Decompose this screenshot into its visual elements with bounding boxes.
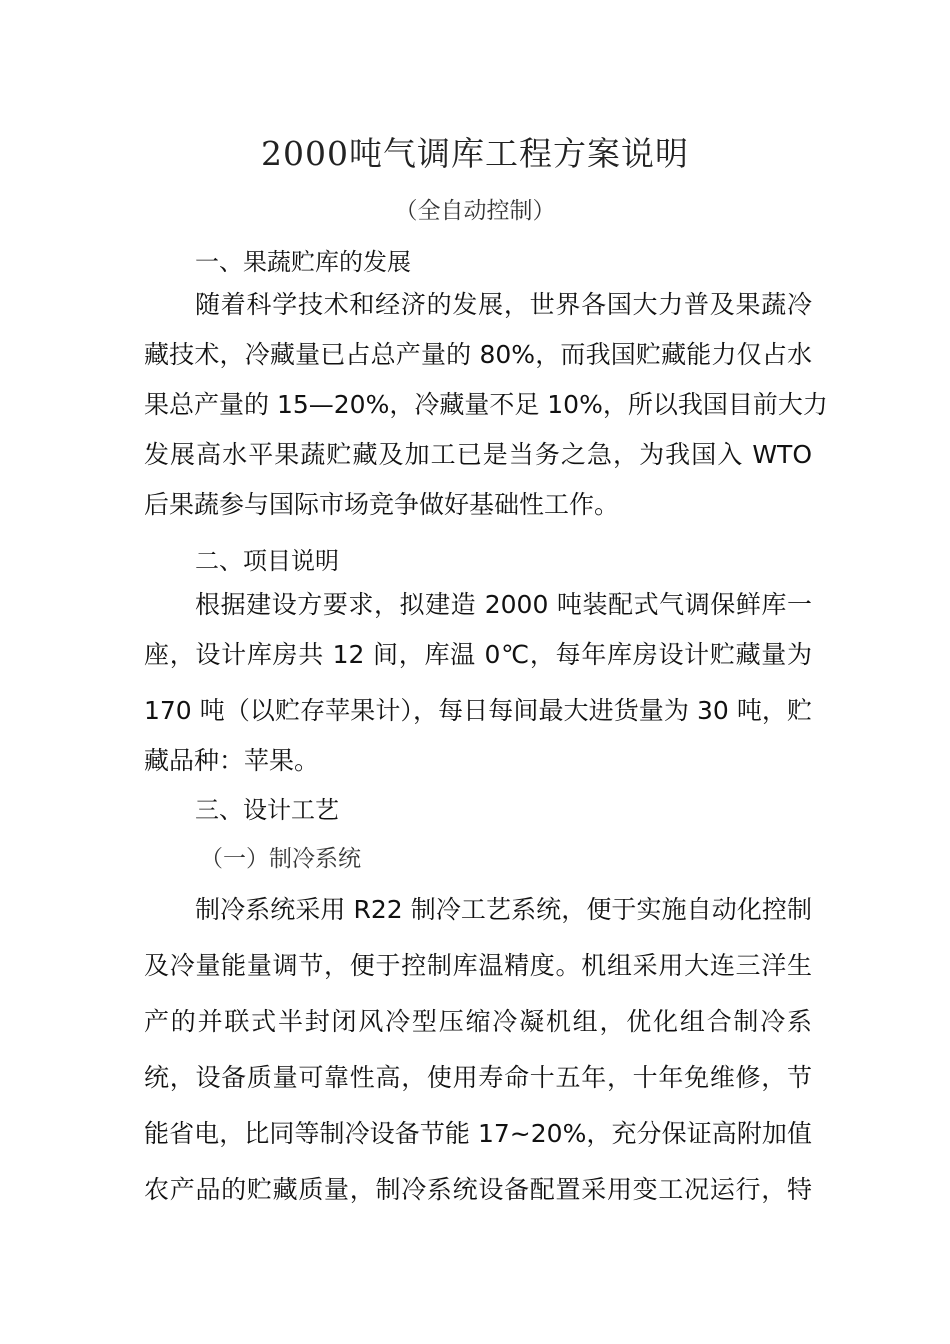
paragraph-line: 及冷量能量调节，便于控制库温精度。机组采用大连三洋生 (144, 951, 812, 980)
page-subtitle: （全自动控制） (394, 198, 556, 224)
paragraph-line: 产的并联式半封闭风冷型压缩冷凝机组，优化组合制冷系 (144, 1007, 812, 1036)
section-heading-design: 三、设计工艺 (195, 796, 339, 824)
paragraph-line: 制冷系统采用 R22 制冷工艺系统，便于实施自动化控制 (195, 895, 812, 924)
section-paragraph-development (144, 280, 828, 530)
paragraph-line: 能省电，比同等制冷设备节能 17~20%，充分保证高附加值 (144, 1119, 812, 1148)
paragraph-line: 随着科学技术和经济的发展，世界各国大力普及果蔬冷 (195, 290, 812, 319)
paragraph-line: 发展高水平果蔬贮藏及加工已是当务之急，为我国入 WTO (144, 440, 812, 469)
paragraph-line: 统，设备质量可靠性高，使用寿命十五年，十年免维修，节 (144, 1063, 812, 1092)
paragraph-line: 座，设计库房共 12 间，库温 0℃，每年库房设计贮藏量为 (144, 640, 812, 669)
paragraph-line: 后果蔬参与国际市场竞争做好基础性工作。 (144, 490, 620, 519)
paragraph-line: 170 吨（以贮存苹果计），每日每间最大进货量为 30 吨，贮 (144, 696, 812, 725)
paragraph-line: 藏品种：苹果。 (144, 746, 320, 775)
section-heading-development: 一、果蔬贮库的发展 (195, 248, 411, 276)
section-paragraph-refrigeration (144, 885, 812, 1221)
section-heading-project: 二、项目说明 (195, 547, 339, 575)
section-subheading-refrigeration: （一）制冷系统 (200, 846, 361, 872)
paragraph-line: 农产品的贮藏质量，制冷系统设备配置采用变工况运行，特 (144, 1175, 812, 1204)
paragraph-line: 果总产量的 15—20%，冷藏量不足 10%，所以我国目前大力 (144, 390, 828, 419)
paragraph-line: 藏技术，冷藏量已占总产量的 80%，而我国贮藏能力仅占水 (144, 340, 812, 369)
section-paragraph-project (144, 580, 812, 786)
paragraph-line: 根据建设方要求，拟建造 2000 吨装配式气调保鲜库一 (195, 590, 812, 619)
page-title: 2000吨气调库工程方案说明 (261, 134, 689, 173)
